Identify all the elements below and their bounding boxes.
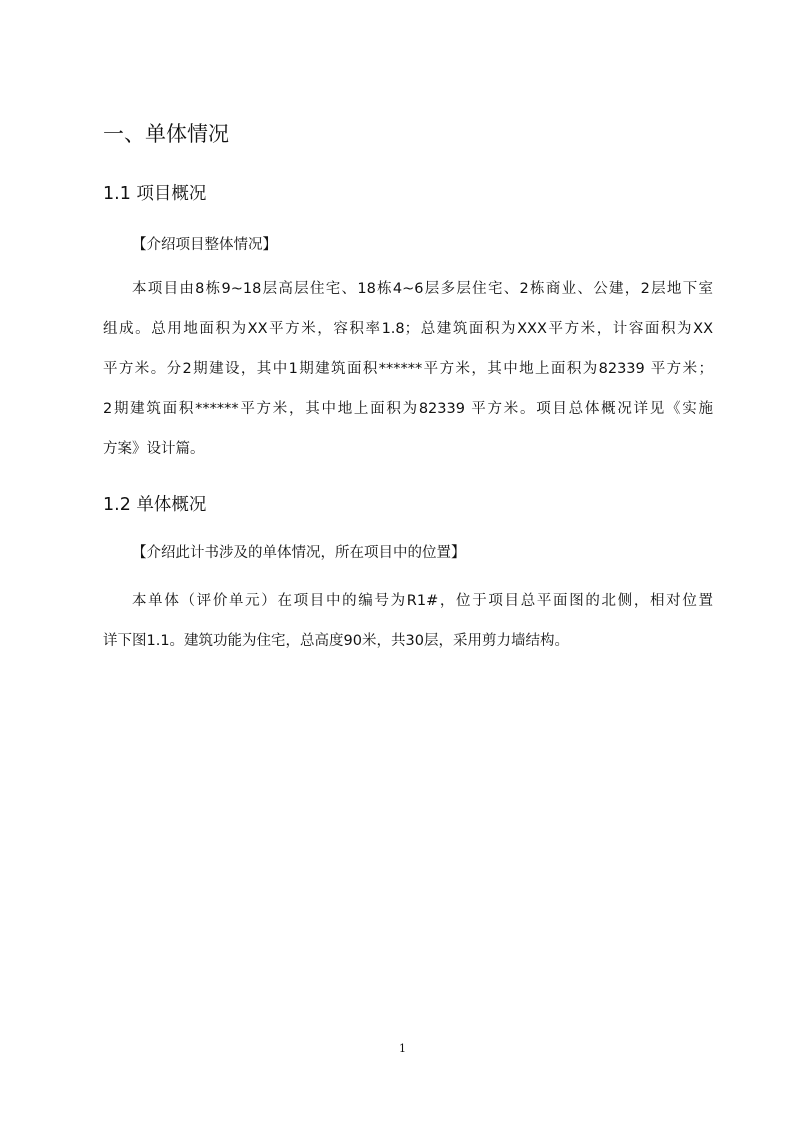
page-number: 1 bbox=[399, 1042, 406, 1055]
section-title: 一、单体情况 bbox=[103, 122, 229, 146]
paragraph-line: 2期建筑面积******平方米，其中地上面积为82339 平方米。项目总体概况详见《实施 bbox=[103, 401, 713, 417]
note-1-2: 【介绍此计书涉及的单体情况，所在项目中的位置】 bbox=[132, 545, 466, 561]
note-1-1: 【介绍项目整体情况】 bbox=[132, 237, 277, 253]
subsection-title-1-2: 1.2 单体概况 bbox=[103, 495, 207, 515]
paragraph-line: 本项目由8栋9~18层高层住宅、18栋4~6层多层住宅、2栋商业、公建，2层地下室 bbox=[132, 281, 713, 297]
paragraph-line: 方案》设计篇。 bbox=[103, 441, 205, 457]
paragraph-line: 详下图1.1。建筑功能为住宅，总高度90米，共30层，采用剪力墙结构。 bbox=[103, 633, 569, 649]
paragraph-line: 组成。总用地面积为XX平方米，容积率1.8；总建筑面积为XXX平方米，计容面积为XX bbox=[103, 321, 713, 337]
paragraph-line: 平方米。分2期建设，其中1期建筑面积******平方米，其中地上面积为82339 平方米； bbox=[103, 361, 713, 377]
subsection-title-1-1: 1.1 项目概况 bbox=[103, 184, 207, 204]
paragraph-line: 本单体（评价单元）在项目中的编号为R1#，位于项目总平面图的北侧，相对位置 bbox=[132, 593, 713, 609]
